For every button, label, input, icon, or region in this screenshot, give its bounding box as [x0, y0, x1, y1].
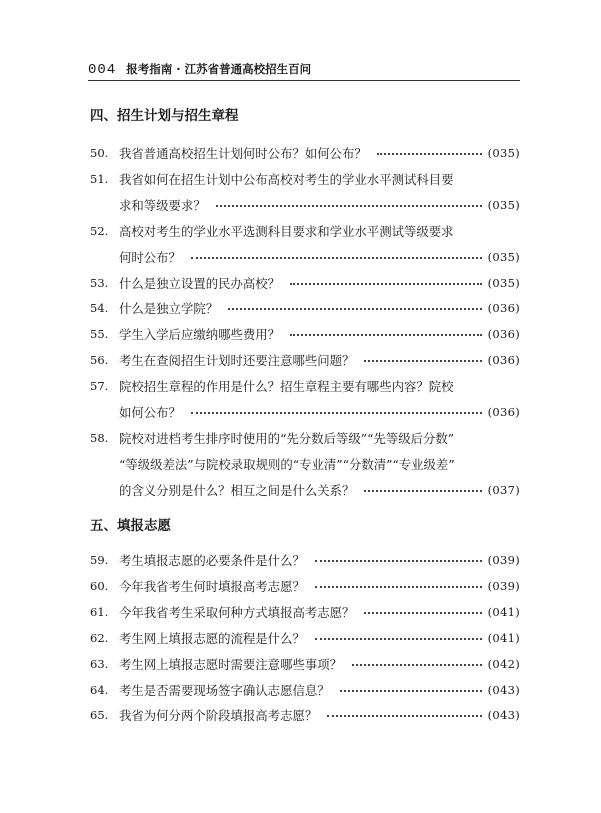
toc-entry-continuation[interactable]	[90, 451, 520, 477]
entry-text: 如何公布？	[119, 405, 181, 420]
toc-entry[interactable]	[90, 373, 520, 399]
entry-number: 59.	[90, 553, 109, 567]
toc-entry-continuation[interactable]	[90, 399, 520, 425]
entry-text: 我省普通高校招生计划何时公布？如何公布？	[119, 146, 367, 161]
entry-text: 考生网上填报志愿时需要注意哪些事项？	[119, 656, 343, 672]
toc-entry[interactable]	[90, 347, 520, 373]
entry-number: 60.	[90, 578, 109, 593]
toc-entry[interactable]	[90, 321, 520, 347]
entry-text: 考生在查阅招生计划时还要注意哪些问题？	[119, 353, 355, 369]
toc-entry[interactable]	[90, 218, 520, 244]
entry-text: 高校对考生的学业水平选测科目要求和学业水平测试等级要求	[119, 223, 454, 239]
toc-entry[interactable]	[90, 625, 520, 651]
entry-text: 学生入学后应缴纳哪些费用？	[119, 327, 281, 343]
section-heading: 四、招生计划与招生章程	[90, 108, 239, 124]
dot-leader	[340, 690, 482, 692]
dot-leader	[364, 490, 481, 492]
toc-entry[interactable]	[90, 599, 520, 625]
toc-entry-continuation[interactable]	[90, 477, 520, 503]
entry-page-number: (041)	[487, 630, 520, 645]
entry-text: 求和等级要求？	[119, 197, 206, 213]
entry-number: 56.	[90, 353, 109, 368]
dot-leader	[315, 586, 482, 588]
toc-entry[interactable]	[90, 140, 520, 166]
entry-page-number: (042)	[487, 656, 520, 671]
entry-page-number: (035)	[487, 275, 520, 290]
entry-text: 今年我省考生何时填报高考志愿？	[119, 578, 305, 594]
entry-number: 51.	[90, 171, 109, 186]
entry-text: 院校对进档考生排序时使用的“先分数后等级”“先等级后分数”	[119, 430, 455, 446]
entry-number: 50.	[90, 146, 109, 160]
dot-leader	[228, 308, 481, 310]
entry-text: 何时公布？	[119, 249, 181, 265]
entry-text: 我省为何分两个阶段填报高考志愿？	[119, 708, 318, 724]
dot-leader	[327, 715, 481, 717]
entry-page-number: (039)	[487, 553, 520, 567]
section-heading: 五、填报志愿	[90, 518, 171, 534]
entry-text: 考生是否需要现场签字确认志愿信息？	[119, 682, 330, 698]
page-number: 004	[88, 62, 117, 78]
entry-number: 54.	[90, 301, 109, 316]
toc-entry[interactable]	[90, 166, 520, 192]
toc-entry[interactable]	[90, 573, 520, 599]
entry-text: 什么是独立设置的民办高校？	[119, 275, 281, 291]
toc-entry[interactable]	[90, 651, 520, 677]
toc-entry[interactable]	[90, 547, 520, 573]
entry-number: 52.	[90, 223, 109, 238]
running-header	[88, 58, 520, 81]
entry-text: 今年我省考生采取何种方式填报高考志愿？	[119, 604, 355, 620]
entry-text: 什么是独立学院？	[119, 301, 219, 317]
entry-number: 64.	[90, 682, 109, 697]
dot-leader	[364, 360, 481, 362]
entry-number: 55.	[90, 327, 109, 342]
toc-entry[interactable]	[90, 270, 520, 296]
toc-entry[interactable]	[90, 295, 520, 321]
entry-page-number: (035)	[487, 249, 520, 264]
dot-leader	[290, 334, 481, 336]
entry-number: 63.	[90, 656, 109, 671]
entry-page-number: (036)	[487, 327, 520, 342]
running-title: 报考指南 · 江苏省普通高校招生百问	[126, 62, 312, 76]
entry-page-number: (035)	[487, 146, 520, 160]
entry-page-number: (043)	[487, 708, 520, 723]
entry-text: 院校招生章程的作用是什么？招生章程主要有哪些内容？院校	[119, 379, 454, 395]
entry-number: 65.	[90, 708, 109, 723]
entry-page-number: (035)	[487, 197, 520, 212]
dot-leader	[216, 205, 482, 207]
entry-page-number: (037)	[487, 482, 520, 497]
entry-number: 57.	[90, 379, 109, 394]
entry-page-number: (036)	[487, 353, 520, 368]
dot-leader	[191, 412, 482, 414]
entry-number: 53.	[90, 275, 109, 290]
dot-leader	[290, 283, 481, 285]
entry-number: 62.	[90, 630, 109, 645]
dot-leader	[364, 612, 481, 614]
entry-text: 的含义分别是什么？相互之间是什么关系？	[119, 482, 355, 498]
entry-page-number: (036)	[487, 405, 520, 419]
dot-leader	[315, 560, 482, 562]
entry-text: 我省如何在招生计划中公布高校对考生的学业水平测试科目要	[119, 171, 454, 187]
toc-entry-continuation[interactable]	[90, 244, 520, 270]
dot-leader	[377, 153, 482, 155]
toc-entry-continuation[interactable]	[90, 192, 520, 218]
toc-entry[interactable]	[90, 702, 520, 728]
entry-text: 考生网上填报志愿的流程是什么？	[119, 630, 305, 646]
entry-page-number: (036)	[487, 301, 520, 316]
entry-text: “等级级差法”与院校录取规则的“专业清”“分数清”“专业级差”	[119, 456, 455, 472]
entry-text: 考生填报志愿的必要条件是什么？	[119, 553, 305, 568]
entry-page-number: (043)	[487, 682, 520, 697]
entry-page-number: (039)	[487, 578, 520, 593]
entry-number: 61.	[90, 604, 109, 619]
dot-leader	[352, 664, 482, 666]
toc-entry[interactable]	[90, 425, 520, 451]
entry-page-number: (041)	[487, 604, 520, 619]
dot-leader	[315, 638, 482, 640]
entry-number: 58.	[90, 430, 109, 445]
dot-leader	[191, 257, 482, 259]
toc-entry[interactable]	[90, 677, 520, 703]
